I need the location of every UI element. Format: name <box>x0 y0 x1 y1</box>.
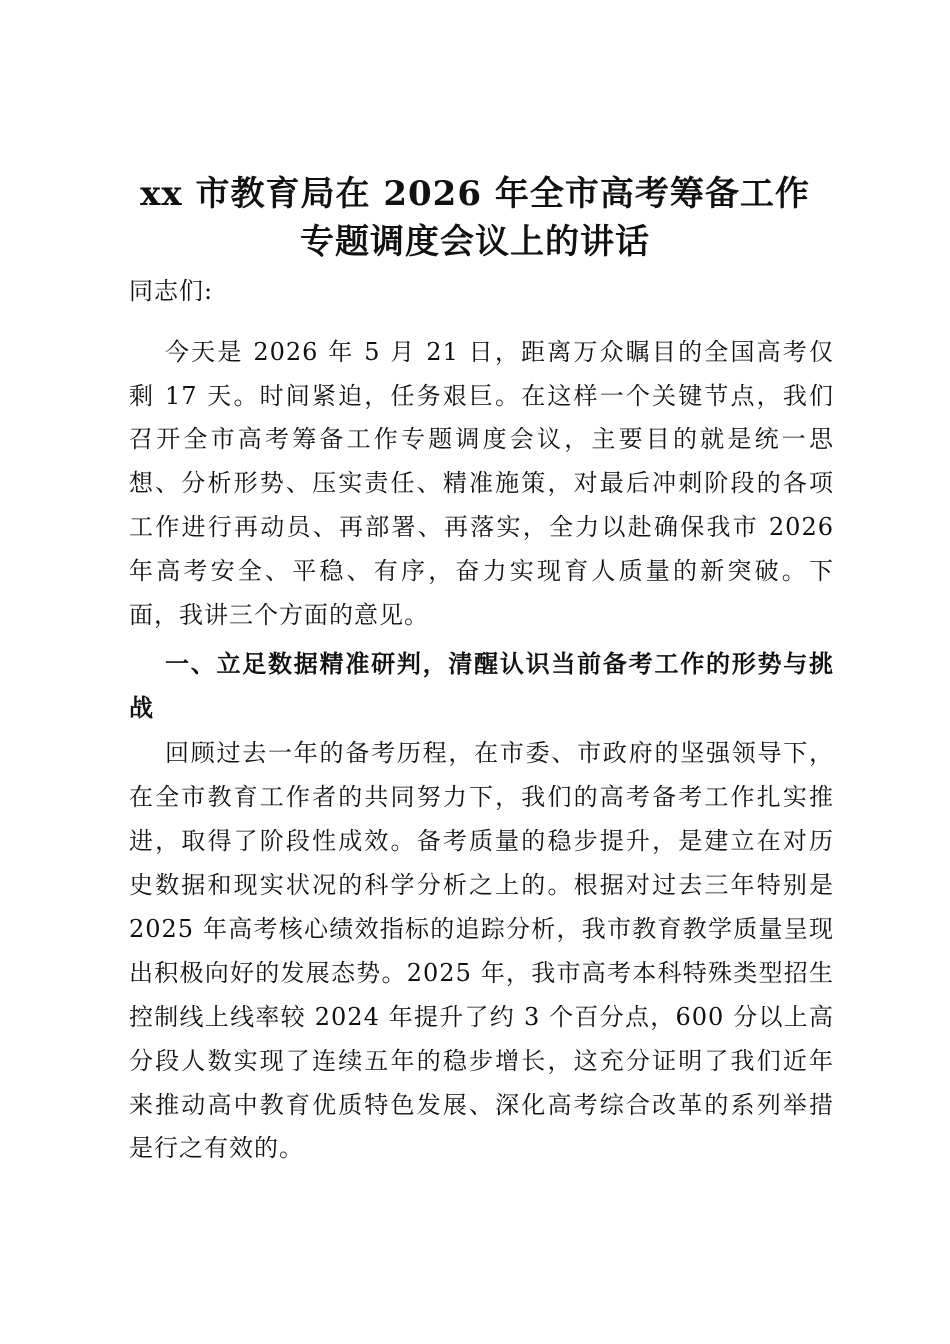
paragraph-line: 出积极向好的发展态势。2025 年，我市高考本科特殊类型招生 <box>129 959 834 987</box>
paragraph-line: 是行之有效的。 <box>129 1134 304 1162</box>
paragraph-line: 进，取得了阶段性成效。备考质量的稳步提升，是建立在对历 <box>129 827 834 855</box>
paragraph-line: 面，我讲三个方面的意见。 <box>129 601 429 629</box>
paragraph-line: 在全市教育工作者的共同努力下，我们的高考备考工作扎实推 <box>129 783 834 811</box>
document-title-line-2: 专题调度会议上的讲话 <box>300 222 650 262</box>
paragraph-line: 今天是 2026 年 5 月 21 日，距离万众瞩目的全国高考仅 <box>165 338 834 366</box>
paragraph-line: 年高考安全、平稳、有序，奋力实现育人质量的新突破。下 <box>129 557 834 585</box>
paragraph-line: 回顾过去一年的备考历程，在市委、市政府的坚强领导下， <box>165 739 834 767</box>
paragraph-line: 想、分析形势、压实责任、精准施策，对最后冲刺阶段的各项 <box>129 469 834 497</box>
paragraph-line: 剩 17 天。时间紧迫，任务艰巨。在这样一个关键节点，我们 <box>129 382 834 410</box>
paragraph-line: 史数据和现实状况的科学分析之上的。根据对过去三年特别是 <box>129 871 834 899</box>
paragraph-line: 来推动高中教育优质特色发展、深化高考综合改革的系列举措 <box>129 1091 834 1119</box>
section-heading-line: 一、立足数据精准研判，清醒认识当前备考工作的形势与挑 <box>165 649 834 678</box>
paragraph-line: 召开全市高考筹备工作专题调度会议，主要目的就是统一思 <box>129 425 834 453</box>
document-title-line-1: xx 市教育局在 2026 年全市高考筹备工作 <box>140 174 810 214</box>
paragraph-line: 分段人数实现了连续五年的稳步增长，这充分证明了我们近年 <box>129 1047 834 1075</box>
paragraph-line: 控制线上线率较 2024 年提升了约 3 个百分点，600 分以上高 <box>129 1003 834 1031</box>
salutation: 同志们: <box>129 277 214 305</box>
paragraph-line: 2025 年高考核心绩效指标的追踪分析，我市教育教学质量呈现 <box>129 915 834 943</box>
paragraph-line: 工作进行再动员、再部署、再落实，全力以赴确保我市 2026 <box>129 513 834 541</box>
section-heading-line: 战 <box>129 693 154 722</box>
